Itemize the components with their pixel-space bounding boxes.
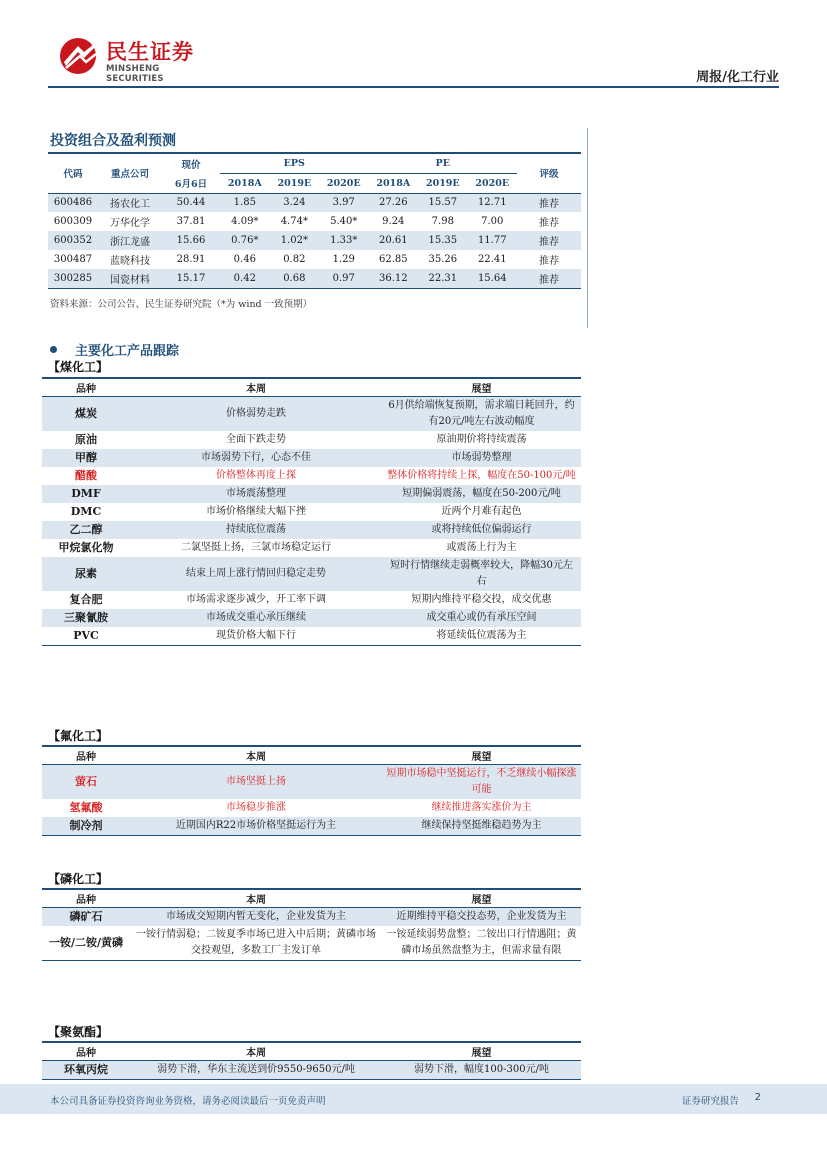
product-row — [42, 764, 581, 799]
fluorine-products-table — [42, 745, 581, 836]
product-name: 复合肥 — [69, 592, 103, 606]
product-week-status: 二氯坚挺上扬，三氯市场稳定运行 — [181, 541, 331, 553]
product-row — [42, 1060, 581, 1079]
cell-eps: 0.42 — [220, 269, 270, 288]
cell-price: 37.81 — [176, 216, 206, 227]
cell-eps: 1.85 — [220, 193, 270, 212]
minsheng-logo — [58, 34, 218, 84]
col-header-name: 品种 — [42, 378, 130, 396]
product-week-status: 价格整体再度上探 — [216, 469, 296, 481]
products-section-title — [50, 340, 179, 359]
product-week-status: 市场需求逐步减少，开工率下调 — [186, 593, 326, 605]
product-week-status: 结束上周上涨行情回归稳定走势 — [130, 557, 382, 591]
product-row — [42, 467, 581, 485]
phosphorus-products-table — [42, 888, 581, 961]
logo-chinese-name: 民生证券 — [106, 40, 194, 64]
cell-eps: 3.97 — [319, 193, 368, 212]
table-row — [48, 193, 581, 212]
cell-eps: 5.40* — [330, 216, 358, 227]
cell-company: 浙江龙盛 — [98, 231, 162, 250]
product-row — [42, 907, 581, 926]
footer-disclaimer: 本公司具备证券投资咨询业务资格，请务必阅读最后一页免责声明 — [50, 1096, 326, 1107]
product-name: DMF — [42, 485, 130, 503]
cell-pe: 7.98 — [431, 216, 454, 227]
product-week-status: 持续底位震荡 — [130, 521, 382, 539]
category-label-coal: 【煤化工】 — [48, 360, 109, 374]
product-week-status: 价格弱势走跌 — [130, 396, 382, 431]
cell-eps: 0.68 — [270, 269, 319, 288]
product-name: 甲烷氯化物 — [58, 540, 114, 554]
portfolio-table — [48, 152, 581, 289]
header-eps-year: 2020E — [326, 177, 361, 189]
header-company: 重点公司 — [110, 169, 149, 181]
product-outlook: 市场弱势整理 — [382, 449, 581, 467]
product-name: 磷矿石 — [42, 907, 130, 926]
product-row — [42, 591, 581, 609]
portfolio-title: 投资组合及盈利预测 — [50, 133, 176, 149]
product-outlook: 继续保持坚挺维稳趋势为主 — [382, 817, 581, 836]
product-outlook: 整体价格将持续上探，幅度在50-100元/吨 — [387, 469, 576, 481]
page-number: 2 — [754, 1092, 761, 1103]
product-row — [42, 926, 581, 961]
footer-report-label: 证券研究报告 — [681, 1096, 739, 1107]
cell-price: 15.66 — [162, 231, 220, 250]
col-header-outlook: 展望 — [382, 889, 581, 907]
product-outlook: 近期维持平稳交投态势，企业发货为主 — [382, 907, 581, 926]
cell-rating: 推荐 — [539, 218, 559, 229]
header-price-date: 6月6日 — [174, 178, 208, 190]
product-week-status: 市场成交短期内暂无变化，企业发货为主 — [130, 907, 382, 926]
header-pe: PE — [368, 153, 517, 173]
product-outlook: 短期偏弱震荡，幅度在50-200元/吨 — [382, 485, 581, 503]
cell-company: 扬农化工 — [98, 193, 162, 212]
product-outlook: 一铵延续弱势盘整；二铵出口行情遇阻；黄磷市场虽然盘整为主，但需求量有限 — [382, 926, 581, 961]
product-row — [42, 627, 581, 646]
product-row — [42, 817, 581, 836]
product-outlook: 6月供给端恢复预期，需求端日耗回升，约有20元/吨左右波动幅度 — [382, 396, 581, 431]
col-header-week: 本周 — [130, 889, 382, 907]
cell-pe: 22.31 — [418, 269, 467, 288]
product-name: PVC — [42, 627, 130, 646]
col-header-outlook: 展望 — [382, 746, 581, 764]
cell-pe: 15.57 — [418, 193, 467, 212]
logo-english-name: MINSHENG SECURITIES — [106, 64, 164, 84]
product-week-status: 一铵行情弱稳；二铵夏季市场已进入中后期；黄磷市场交投观望，多数工厂主发订单 — [130, 926, 382, 961]
cell-pe: 15.35 — [418, 231, 467, 250]
product-name: 原油 — [75, 432, 97, 446]
table-row — [48, 212, 581, 231]
cell-pe: 20.61 — [368, 231, 418, 250]
header-pe-year: 2020E — [475, 177, 510, 189]
cell-eps: 4.74* — [280, 216, 308, 227]
minsheng-logo-icon — [58, 36, 100, 76]
product-outlook: 短时行情继续走弱概率较大，降幅30元左右 — [382, 557, 581, 591]
cell-eps: 0.82 — [283, 254, 306, 265]
cell-code: 600486 — [48, 193, 98, 212]
product-outlook: 继续推进落实涨价为主 — [431, 801, 532, 813]
cell-pe: 62.85 — [378, 254, 408, 265]
product-outlook: 短期市场稳中坚挺运行，不乏继续小幅探涨可能 — [382, 764, 581, 799]
cell-price: 15.17 — [162, 269, 220, 288]
bullet-icon — [50, 346, 57, 353]
table-row — [48, 269, 581, 288]
product-row — [42, 557, 581, 591]
cell-pe: 22.41 — [477, 254, 507, 265]
header-eps-year: 2018A — [227, 177, 262, 189]
cell-company: 蓝晓科技 — [110, 256, 150, 267]
product-row — [42, 609, 581, 627]
product-outlook: 成交重心或仍有承压空间 — [382, 609, 581, 627]
product-outlook: 短期内维持平稳交投，成交优惠 — [411, 593, 552, 605]
product-row — [42, 485, 581, 503]
cell-eps: 0.76* — [220, 231, 270, 250]
cell-eps: 1.02* — [270, 231, 319, 250]
col-header-outlook: 展望 — [382, 378, 581, 396]
product-outlook: 或震荡上行为主 — [446, 541, 517, 553]
cell-code: 600352 — [48, 231, 98, 250]
product-week-status: 市场弱势下行，心态不佳 — [130, 449, 382, 467]
cell-eps: 3.24 — [270, 193, 319, 212]
header-price: 现价 — [181, 159, 201, 171]
cell-eps: 0.46 — [233, 254, 256, 265]
cell-price: 28.91 — [176, 254, 206, 265]
product-row — [42, 449, 581, 467]
product-week-status: 市场稳步推涨 — [226, 801, 286, 813]
category-label-fluorine: 【氟化工】 — [48, 729, 109, 743]
category-label-phosphorus: 【磷化工】 — [48, 872, 109, 886]
product-row — [42, 799, 581, 817]
product-row — [42, 431, 581, 449]
cell-rating: 推荐 — [517, 269, 581, 288]
col-header-name: 品种 — [42, 746, 130, 764]
product-name: 一铵/二铵/黄磷 — [42, 926, 130, 961]
cell-code: 600309 — [53, 216, 93, 227]
cell-company: 万华化学 — [110, 218, 150, 229]
column-divider — [587, 128, 588, 328]
product-name: 制冷剂 — [42, 817, 130, 836]
product-name: 甲醇 — [42, 449, 130, 467]
product-week-status: 市场震荡整理 — [130, 485, 382, 503]
product-outlook: 或将持续低位偏弱运行 — [382, 521, 581, 539]
product-week-status: 市场坚挺上扬 — [130, 764, 382, 799]
product-row — [42, 503, 581, 521]
product-name: 氢氟酸 — [69, 800, 103, 814]
product-row — [42, 539, 581, 557]
cell-pe: 27.26 — [368, 193, 418, 212]
col-header-name: 品种 — [42, 1042, 130, 1060]
cell-eps: 1.29 — [332, 254, 355, 265]
table-row — [48, 250, 581, 269]
page-header — [0, 0, 827, 92]
header-code: 代码 — [63, 169, 83, 181]
col-header-week: 本周 — [130, 1042, 382, 1060]
cell-eps: 1.33* — [319, 231, 368, 250]
product-name: 醋酸 — [75, 468, 97, 482]
table-row — [48, 231, 581, 250]
product-week-status: 全面下跌走势 — [226, 433, 286, 445]
report-type: 周报/化工行业 — [696, 70, 779, 85]
product-row — [42, 396, 581, 431]
col-header-week: 本周 — [130, 746, 382, 764]
product-name: 煤炭 — [42, 396, 130, 431]
product-name: 三聚氰胺 — [42, 609, 130, 627]
cell-pe: 12.71 — [468, 193, 517, 212]
page-footer — [0, 1084, 827, 1114]
product-outlook: 近两个月难有起色 — [441, 505, 522, 517]
product-week-status: 近期国内R22市场价格坚挺运行为主 — [130, 817, 382, 836]
cell-company: 国瓷材料 — [98, 269, 162, 288]
cell-rating: 推荐 — [517, 193, 581, 212]
cell-pe: 15.64 — [468, 269, 517, 288]
cell-code: 300487 — [53, 254, 93, 265]
polyurethane-products-table — [42, 1041, 581, 1080]
cell-rating: 推荐 — [517, 231, 581, 250]
product-row — [42, 521, 581, 539]
cell-pe: 7.00 — [481, 216, 504, 227]
product-week-status: 市场价格继续大幅下挫 — [206, 505, 306, 517]
cell-eps: 4.09* — [231, 216, 259, 227]
product-week-status: 弱势下滑，华东主流送到价9550-9650元/吨 — [130, 1060, 382, 1079]
product-outlook: 原油期价将持续震荡 — [436, 433, 527, 445]
cell-pe: 11.77 — [468, 231, 517, 250]
product-week-status: 现货价格大幅下行 — [130, 627, 382, 646]
cell-price: 50.44 — [162, 193, 220, 212]
cell-eps: 0.97 — [319, 269, 368, 288]
col-header-outlook: 展望 — [382, 1042, 581, 1060]
header-eps-year: 2019E — [277, 177, 312, 189]
cell-pe: 9.24 — [382, 216, 405, 227]
cell-rating: 推荐 — [539, 256, 559, 267]
category-label-polyurethane: 【聚氨酯】 — [48, 1025, 109, 1039]
cell-code: 300285 — [48, 269, 98, 288]
product-outlook: 将延续低位震荡为主 — [382, 627, 581, 646]
header-rating: 评级 — [539, 169, 559, 181]
data-source-note: 资料来源：公司公告、民生证券研究院（*为 wind 一致预期） — [50, 299, 313, 310]
product-name: DMC — [70, 504, 102, 518]
col-header-week: 本周 — [130, 378, 382, 396]
cell-pe: 35.26 — [428, 254, 458, 265]
coal-products-table — [42, 377, 581, 646]
cell-pe: 36.12 — [368, 269, 418, 288]
header-eps: EPS — [220, 153, 368, 173]
header-pe-year: 2019E — [425, 177, 460, 189]
col-header-name: 品种 — [42, 889, 130, 907]
header-divider — [48, 86, 779, 88]
header-pe-year: 2018A — [376, 177, 411, 189]
product-name: 尿素 — [42, 557, 130, 591]
product-name: 萤石 — [42, 764, 130, 799]
product-name: 乙二醇 — [42, 521, 130, 539]
product-name: 环氧丙烷 — [42, 1060, 130, 1079]
product-outlook: 弱势下滑，幅度100-300元/吨 — [382, 1060, 581, 1079]
products-title-text: 主要化工产品跟踪 — [75, 344, 180, 359]
product-week-status: 市场成交重心承压继续 — [130, 609, 382, 627]
